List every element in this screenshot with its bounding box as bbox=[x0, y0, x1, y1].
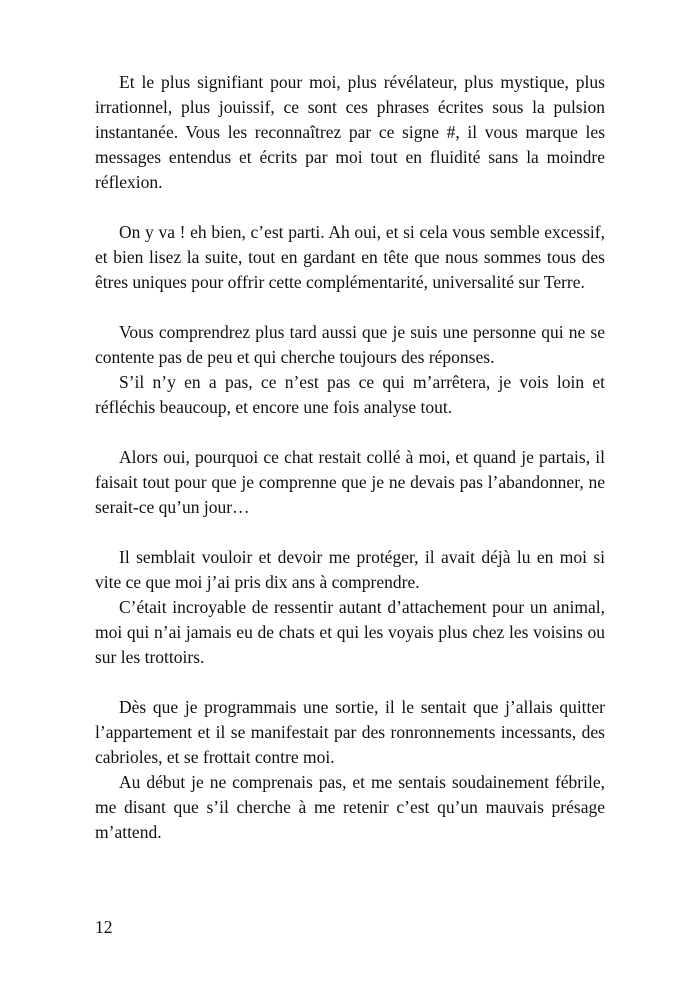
paragraph-2: On y va ! eh bien, c’est parti. Ah oui, et si cela vous semble excessif, et bien lisez la suite, tout en gardant en tête que nous sommes tous des êtres uniques pour offrir cette complémentarité, universalité sur Terre. bbox=[95, 222, 605, 292]
paragraph-3: Vous comprendrez plus tard aussi que je suis une personne qui ne se contente pas de peu et qui cherche toujours des réponses. bbox=[95, 322, 605, 367]
paragraph-spacer bbox=[95, 420, 605, 445]
paragraph-spacer bbox=[95, 195, 605, 220]
paragraph-spacer bbox=[95, 520, 605, 545]
paragraph-spacer bbox=[95, 670, 605, 695]
paragraph-7: C’était incroyable de ressentir autant d’attachement pour un animal, moi qui n’ai jamais eu de chats et qui les voyais plus chez les voisins ou sur les trottoirs. bbox=[95, 597, 605, 667]
page-body bbox=[95, 70, 605, 845]
paragraph-9: Au début je ne comprenais pas, et me sentais soudainement fébrile, me disant que s’il cherche à me retenir c’est qu’un mauvais présage m’attend. bbox=[95, 772, 605, 842]
paragraph-5: Alors oui, pourquoi ce chat restait collé à moi, et quand je partais, il faisait tout pour que je comprenne que je ne devais pas l’abandonner, ne serait-ce qu’un jour… bbox=[95, 447, 605, 517]
paragraph-6: Il semblait vouloir et devoir me protéger, il avait déjà lu en moi si vite ce que moi j’ai pris dix ans à comprendre. bbox=[95, 547, 605, 592]
paragraph-spacer bbox=[95, 295, 605, 320]
paragraph-8: Dès que je programmais une sortie, il le sentait que j’allais quitter l’appartement et il se manifestait par des ronronnements incessants, des cabrioles, et se frottait contre moi. bbox=[95, 697, 605, 767]
page-number: 12 bbox=[95, 917, 113, 937]
paragraph-1: Et le plus signifiant pour moi, plus révélateur, plus mystique, plus irrationnel, plus jouissif, ce sont ces phrases écrites sous la pulsion instantanée. Vous les reconnaîtrez par ce signe #, il vous marque les messages entendus et écrits par moi tout en fluidité sans la moindre réflexion. bbox=[95, 72, 605, 192]
paragraph-4: S’il n’y en a pas, ce n’est pas ce qui m’arrêtera, je vois loin et réfléchis beaucoup, et encore une fois analyse tout. bbox=[95, 372, 605, 417]
